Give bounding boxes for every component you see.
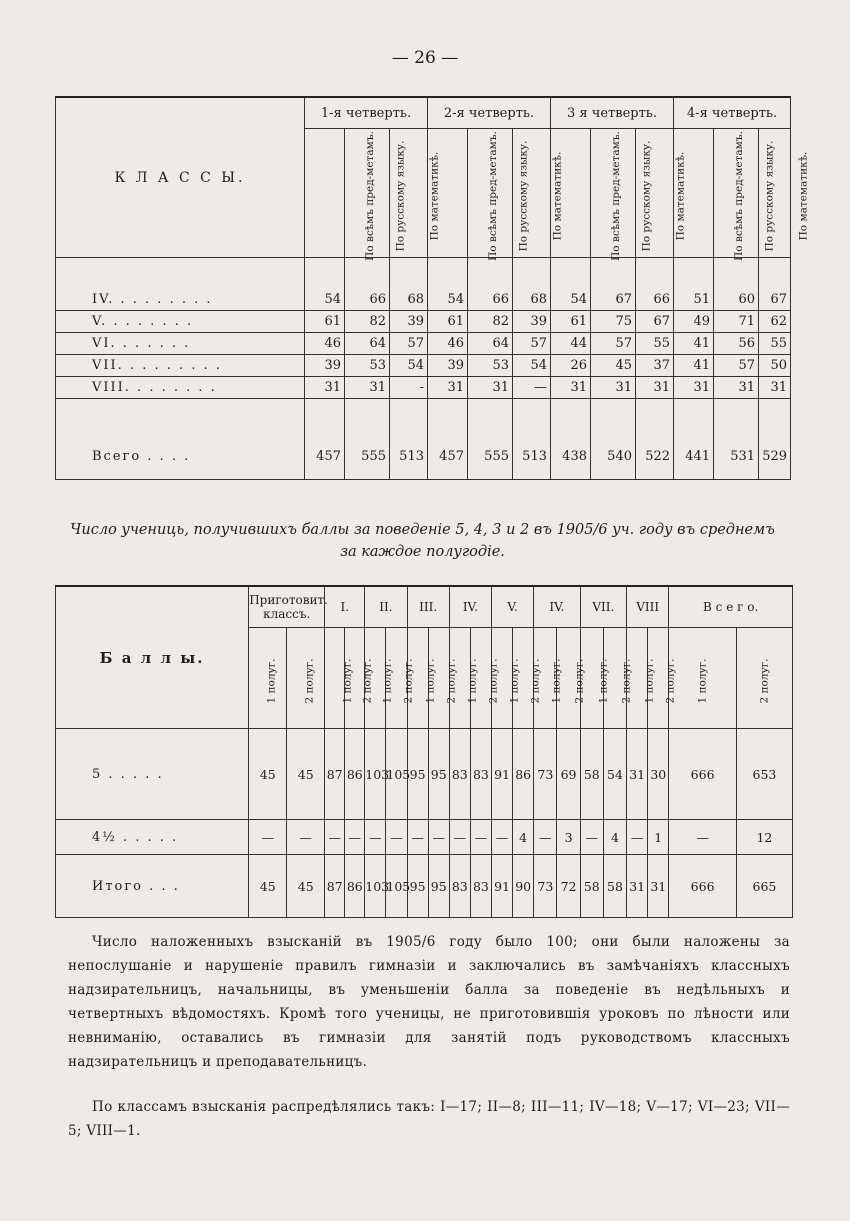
table-cell: — (580, 820, 603, 855)
table-cell: 45 (591, 355, 636, 377)
table-cell: 529 (759, 399, 791, 480)
table-cell: 555 (345, 399, 390, 480)
subject-header-text: По математикѣ. (674, 151, 687, 240)
table-cell: 513 (513, 399, 551, 480)
subject-header-text: По русскому языку. (517, 140, 530, 251)
table-cell: 56 (714, 333, 759, 355)
table-cell: 95 (428, 855, 449, 918)
table-cell: 55 (636, 333, 674, 355)
table-cell: 95 (407, 855, 428, 918)
table-cell: 67 (591, 258, 636, 311)
table-cell: 39 (305, 355, 345, 377)
half-year-text: 1 полуг. (466, 657, 479, 704)
table-cell: 66 (468, 258, 513, 311)
table-cell: 105 (386, 729, 407, 820)
half-year-text: 1 полуг. (696, 657, 709, 704)
table-row (56, 333, 791, 355)
subject-header-text: По всѣмъ пред-метамъ. (363, 130, 376, 261)
table-cell: — (534, 820, 557, 855)
table-cell: — (470, 820, 491, 855)
table-cell: 31 (627, 855, 648, 918)
table-cell: 86 (513, 729, 534, 820)
class-group-header: III. (407, 586, 449, 628)
table-cell: 45 (249, 729, 287, 820)
table-cell: — (386, 820, 407, 855)
class-group-header: VIII (627, 586, 669, 628)
table-cell: 58 (580, 855, 603, 918)
half-year-text: 1 полуг. (643, 657, 656, 704)
table-cell: 39 (513, 311, 551, 333)
penalties-paragraph: Число наложенныхъ взысканiй въ 1905/6 году было 100; они были наложены за непослушанiе и нарушенiе правилъ гимназiи и заключались въ замѣчанiяхъ классныхъ надзирательницъ, начальницы, въ уменьшенiи балла за поведенiе въ недѣльныхъ и четвертныхъ вѣдомостяхъ. Кромѣ того ученицы, не приготовившiя уроковъ по лѣности или невниманiю, оставались въ гимназiи для занятiй подъ руководствомъ классныхъ надзирательницъ и преподавательницъ. (68, 934, 790, 1070)
class-group-header: Приготовит. классъ. (249, 586, 325, 628)
marks-header: Б а л л ы. (56, 586, 249, 729)
table-cell: 39 (390, 311, 428, 333)
half-year-header (287, 628, 325, 729)
table-cell: 441 (674, 399, 714, 480)
table-cell: 3 (557, 820, 580, 855)
grades-by-quarter-table (55, 96, 810, 480)
table-cell: 87 (325, 729, 345, 820)
table-cell: — (449, 820, 470, 855)
half-year-text: 1 полуг. (424, 657, 437, 704)
table-row (56, 399, 791, 480)
table-cell: 666 (669, 855, 737, 918)
table-cell: 90 (513, 855, 534, 918)
half-year-text: 2 полуг. (758, 657, 771, 704)
table-cell: 54 (428, 258, 468, 311)
table-cell: 82 (468, 311, 513, 333)
table-cell: 69 (557, 729, 580, 820)
table-cell: 39 (428, 355, 468, 377)
table-cell: 83 (449, 729, 470, 820)
table-cell: 37 (636, 355, 674, 377)
class-group-header: VII. (580, 586, 626, 628)
page-number: — 26 — (391, 48, 459, 68)
subject-header-text: По всѣмъ пред-метамъ. (732, 130, 745, 261)
behavior-marks-table (55, 585, 793, 918)
table-cell: 513 (390, 399, 428, 480)
table-row (56, 855, 793, 918)
table-cell: 30 (648, 729, 669, 820)
table-cell: 95 (407, 729, 428, 820)
table-cell: - (390, 377, 428, 399)
quarter-header: 1-я четверть. (305, 97, 428, 129)
quarter-header: 2-я четверть. (428, 97, 551, 129)
table-cell: 83 (470, 855, 491, 918)
table-cell: — (627, 820, 648, 855)
table-cell: 61 (305, 311, 345, 333)
table-cell: 31 (714, 377, 759, 399)
table-cell: 45 (287, 855, 325, 918)
table-cell: 64 (468, 333, 513, 355)
half-year-text: 1 полуг. (597, 657, 610, 704)
half-year-text: 2 полуг. (487, 657, 500, 704)
table-cell: 50 (759, 355, 791, 377)
table-cell: 51 (674, 258, 714, 311)
table-cell: 71 (714, 311, 759, 333)
table-cell: 103 (365, 855, 386, 918)
table-cell: 91 (491, 855, 512, 918)
table-cell: 49 (674, 311, 714, 333)
table-cell: 86 (345, 855, 365, 918)
class-label: VI. . . . . . . (56, 333, 305, 355)
table-cell: 83 (449, 855, 470, 918)
half-year-text: 2 полуг. (303, 657, 316, 704)
table-cell: — (325, 820, 345, 855)
table-cell: 55 (759, 333, 791, 355)
class-group-header: IV. (449, 586, 491, 628)
table-cell: 31 (636, 377, 674, 399)
half-year-text: 2 полуг. (445, 657, 458, 704)
table-cell: 57 (390, 333, 428, 355)
table-cell: — (287, 820, 325, 855)
table-cell: 31 (648, 855, 669, 918)
subject-header-text: По всѣмъ пред-метамъ. (486, 130, 499, 261)
table-cell: 438 (551, 399, 591, 480)
class-label: Всего . . . . (56, 399, 305, 480)
mark-label: 5 . . . . . (56, 729, 249, 820)
table-cell: 54 (305, 258, 345, 311)
table-cell: 67 (759, 258, 791, 311)
table-row (56, 258, 791, 311)
table-cell: 61 (428, 311, 468, 333)
class-group-header: I. (325, 586, 365, 628)
half-year-text: 2 полуг. (620, 657, 633, 704)
table-cell: 31 (591, 377, 636, 399)
table-cell: 4 (603, 820, 626, 855)
table-cell: — (249, 820, 287, 855)
quarter-header: 4-я четверть. (674, 97, 791, 129)
caption-line: за каждое полугодiе. (340, 544, 505, 560)
class-label: VIII. . . . . . . . (56, 377, 305, 399)
half-year-text: 2 полуг. (529, 657, 542, 704)
table-cell: 86 (345, 729, 365, 820)
table-cell: 665 (736, 855, 792, 918)
half-year-header (669, 628, 737, 729)
table-cell: 58 (603, 855, 626, 918)
table-cell: 53 (468, 355, 513, 377)
table-cell: — (345, 820, 365, 855)
table-cell: 82 (345, 311, 390, 333)
table-cell: 653 (736, 729, 792, 820)
class-group-header: II. (365, 586, 407, 628)
table-cell: 54 (513, 355, 551, 377)
mark-label: 4½ . . . . . (56, 820, 249, 855)
table-cell: 87 (325, 855, 345, 918)
half-year-text: 1 полуг. (381, 657, 394, 704)
table-cell: 45 (249, 855, 287, 918)
penalties-by-class-paragraph: По классамъ взысканiя распредѣлялись такъ: I—17; II—8; III—11; IV—18; V—17; VI—23; VII—5; VIII—1. (68, 1099, 790, 1139)
table-cell: 31 (551, 377, 591, 399)
table-cell: 31 (759, 377, 791, 399)
table-cell: 83 (470, 729, 491, 820)
half-year-text: 2 полуг. (664, 657, 677, 704)
half-year-text: 1 полуг. (341, 657, 354, 704)
table-cell: — (365, 820, 386, 855)
subject-header-text: По русскому языку. (763, 140, 776, 251)
table-cell: 31 (428, 377, 468, 399)
table-row (56, 729, 793, 820)
table-cell: 4 (513, 820, 534, 855)
table-cell: 66 (345, 258, 390, 311)
class-group-header: IV. (534, 586, 580, 628)
table-cell: 41 (674, 355, 714, 377)
table-cell: 73 (534, 729, 557, 820)
table-cell: 103 (365, 729, 386, 820)
table-cell: 1 (648, 820, 669, 855)
caption-line: Число учениць, получившихъ баллы за поведенiе 5, 4, 3 и 2 въ 1905/6 уч. году въ среднемъ (70, 522, 775, 538)
subject-header (305, 129, 376, 261)
table-cell: — (428, 820, 449, 855)
table-cell: — (513, 377, 551, 399)
subject-header-text: По русскому языку. (394, 140, 407, 251)
table-cell: 45 (287, 729, 325, 820)
table-row (56, 311, 791, 333)
half-year-header (249, 628, 287, 729)
table-cell: 54 (551, 258, 591, 311)
table-cell: 66 (636, 258, 674, 311)
table-cell: 75 (591, 311, 636, 333)
table-cell: 26 (551, 355, 591, 377)
classes-header: К Л А С С Ы. (56, 97, 305, 258)
table-cell: 522 (636, 399, 674, 480)
table-row (56, 355, 791, 377)
table-cell: 72 (557, 855, 580, 918)
subject-header-text: По математикѣ. (551, 151, 564, 240)
class-group-header: V. (491, 586, 533, 628)
class-label: V. . . . . . . . (56, 311, 305, 333)
half-year-text: 1 полуг. (265, 657, 278, 704)
table-row (56, 377, 791, 399)
table-cell: 73 (534, 855, 557, 918)
half-year-text: 1 полуг. (550, 657, 563, 704)
table-cell: 54 (603, 729, 626, 820)
quarter-header: 3 я четверть. (551, 97, 674, 129)
table-cell: 31 (345, 377, 390, 399)
subject-header-text: По русскому языку. (640, 140, 653, 251)
table-caption (55, 519, 790, 563)
table-cell: 54 (390, 355, 428, 377)
table-cell: — (407, 820, 428, 855)
table-cell: 68 (390, 258, 428, 311)
table-cell: 666 (669, 729, 737, 820)
table-cell: — (669, 820, 737, 855)
table-cell: 31 (674, 377, 714, 399)
subject-header-text: По математикѣ. (428, 151, 441, 240)
table-cell: 105 (386, 855, 407, 918)
table-cell: 57 (591, 333, 636, 355)
table-cell: 31 (305, 377, 345, 399)
table-cell: 555 (468, 399, 513, 480)
subject-header-text: По математикѣ. (797, 151, 810, 240)
table-cell: 540 (591, 399, 636, 480)
table-cell: 31 (627, 729, 648, 820)
table-cell: 57 (714, 355, 759, 377)
half-year-text: 1 полуг. (508, 657, 521, 704)
half-year-header (325, 628, 354, 729)
table-cell: 57 (513, 333, 551, 355)
class-label: VII. . . . . . . . . (56, 355, 305, 377)
half-year-text: 2 полуг. (402, 657, 415, 704)
table-cell: 60 (714, 258, 759, 311)
table-row (56, 820, 793, 855)
table-cell: 67 (636, 311, 674, 333)
subject-header-text: По всѣмъ пред-метамъ. (609, 130, 622, 261)
table-cell: 64 (345, 333, 390, 355)
table-cell: 46 (305, 333, 345, 355)
table-cell: 53 (345, 355, 390, 377)
table-cell: 457 (305, 399, 345, 480)
table-cell: 457 (428, 399, 468, 480)
table-cell: 41 (674, 333, 714, 355)
table-cell: 91 (491, 729, 512, 820)
table-cell: 61 (551, 311, 591, 333)
half-year-text: 2 полуг. (361, 657, 374, 704)
table-cell: 68 (513, 258, 551, 311)
half-year-header (736, 628, 792, 729)
table-cell: 31 (468, 377, 513, 399)
table-cell: 46 (428, 333, 468, 355)
class-label: IV. . . . . . . . . (56, 258, 305, 311)
table-cell: — (491, 820, 512, 855)
table-cell: 58 (580, 729, 603, 820)
half-year-text: 2 полуг. (573, 657, 586, 704)
table-cell: 95 (428, 729, 449, 820)
table-cell: 62 (759, 311, 791, 333)
table-cell: 44 (551, 333, 591, 355)
table-cell: 12 (736, 820, 792, 855)
table-cell: 531 (714, 399, 759, 480)
class-group-header: В с е г о. (669, 586, 793, 628)
mark-label: Итого . . . (56, 855, 249, 918)
